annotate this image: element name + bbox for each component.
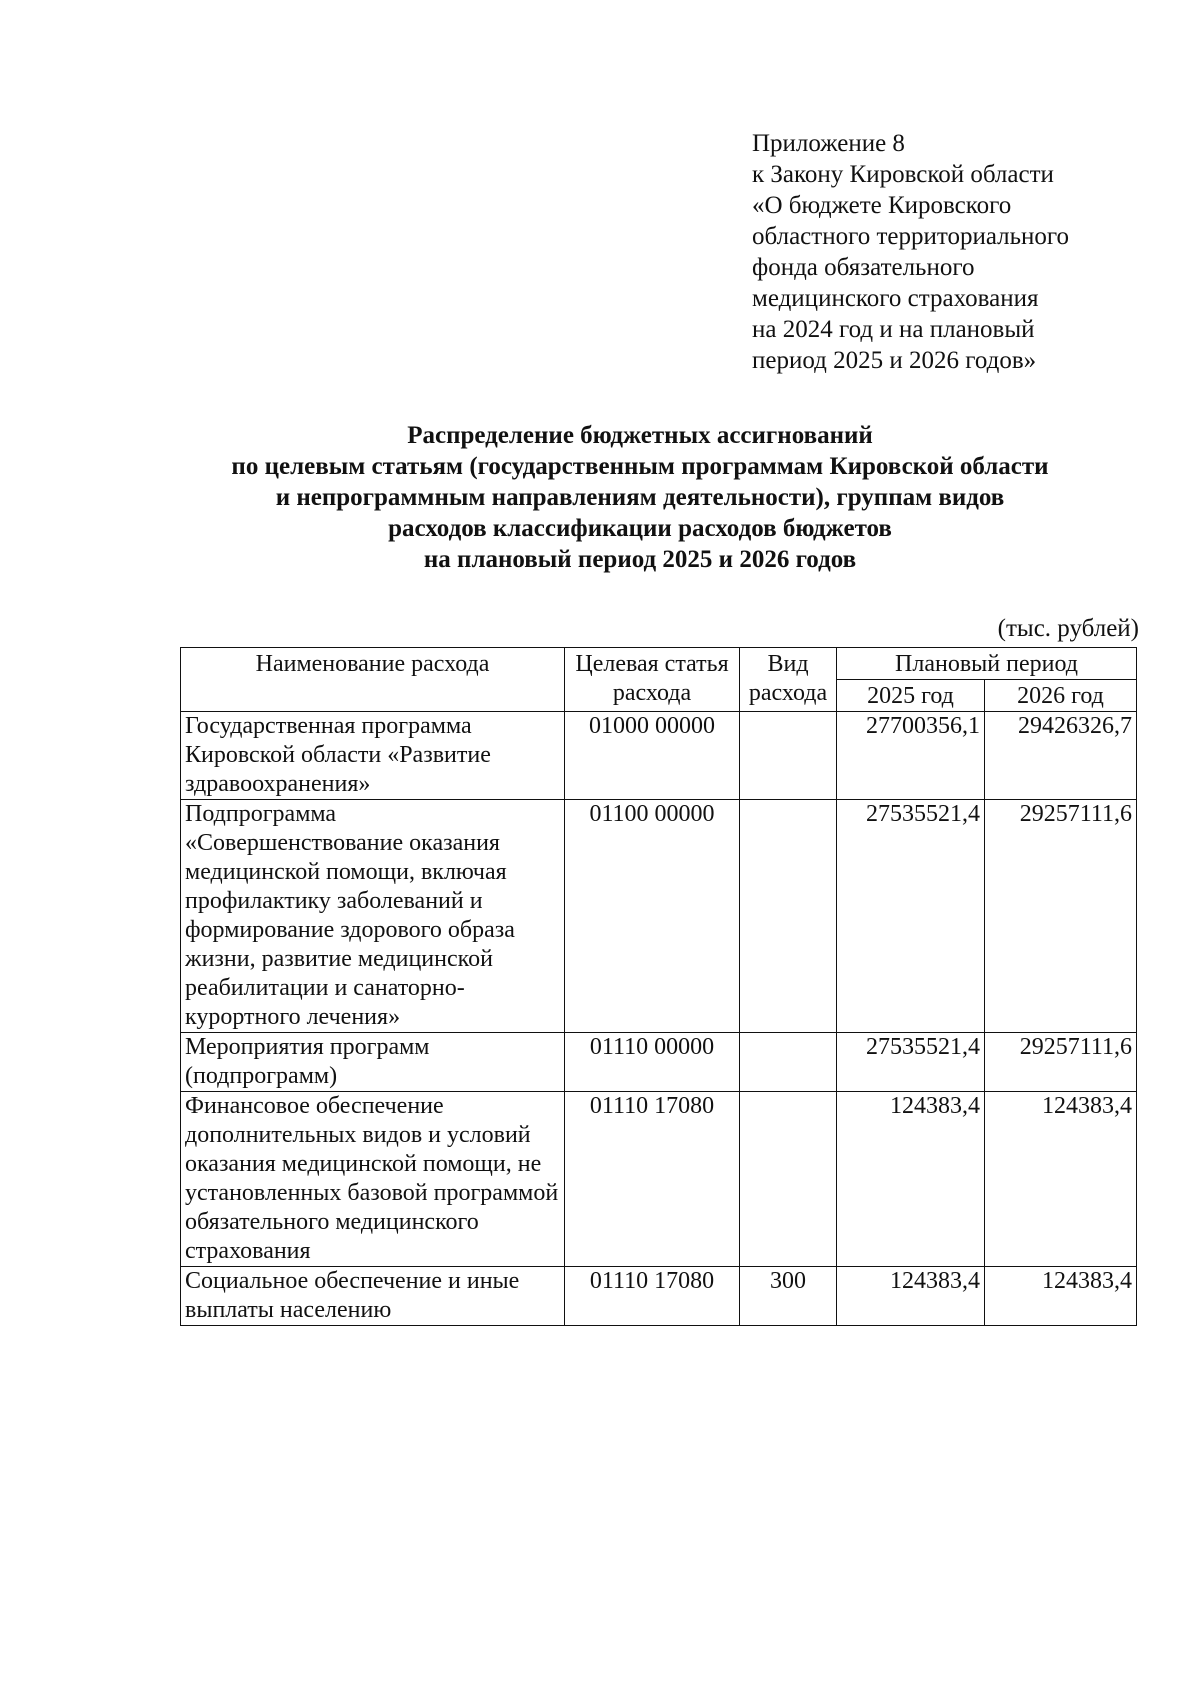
title-line: на плановый период 2025 и 2026 годов [423, 546, 857, 573]
header-period: Плановый период [837, 648, 1137, 680]
row-2025: 27700356,1 [837, 712, 985, 800]
document-title [140, 420, 1140, 575]
appendix-line: на 2024 год и на плановый [752, 316, 1035, 343]
header-row [181, 648, 1137, 680]
table-row [181, 1092, 1137, 1267]
row-code: 01110 17080 [565, 1267, 740, 1326]
title-line: расходов классификации расходов бюджетов [388, 515, 892, 542]
title-line: Распределение бюджетных ассигнований [407, 422, 873, 449]
row-name: Мероприятия программ (подпрограмм) [181, 1033, 565, 1092]
appendix-line: медицинского страхования [752, 285, 1039, 312]
row-kind [740, 712, 837, 800]
row-kind [740, 1092, 837, 1267]
appendix-line: областного территориального [752, 223, 1070, 250]
row-2026: 29426326,7 [985, 712, 1137, 800]
header-kind: Вид расхода [740, 648, 837, 712]
row-name: Социальное обеспечение и иные выплаты населению [181, 1267, 565, 1326]
table-row [181, 800, 1137, 1033]
row-kind [740, 1033, 837, 1092]
row-name: Подпрограмма «Совершенствование оказания медицинской помощи, включая профилактику заболеваний и формирование здорового образа жизни, развитие медицинской реабилитации и санаторно-курортного лечения» [181, 800, 565, 1033]
table-row [181, 1033, 1137, 1092]
row-2026: 124383,4 [985, 1092, 1137, 1267]
row-2025: 27535521,4 [837, 1033, 985, 1092]
row-code: 01110 00000 [565, 1033, 740, 1092]
header-code: Целевая статья расхода [565, 648, 740, 712]
budget-table [180, 647, 1137, 1326]
row-2026: 124383,4 [985, 1267, 1137, 1326]
row-2025: 27535521,4 [837, 800, 985, 1033]
header-year-2025: 2025 год [837, 680, 985, 712]
header-name: Наименование расхода [181, 648, 565, 712]
units-label: (тыс. рублей) [997, 615, 1139, 642]
row-code: 01110 17080 [565, 1092, 740, 1267]
row-code: 01000 00000 [565, 712, 740, 800]
row-2025: 124383,4 [837, 1092, 985, 1267]
appendix-line: Приложение 8 [752, 130, 905, 157]
row-name: Государственная программа Кировской области «Развитие здравоохранения» [181, 712, 565, 800]
appendix-line: «О бюджете Кировского [752, 192, 1012, 219]
row-kind [740, 800, 837, 1033]
row-name: Финансовое обеспечение дополнительных видов и условий оказания медицинской помощи, не установленных базовой программой обязательного медицинского страхования [181, 1092, 565, 1267]
row-2026: 29257111,6 [985, 800, 1137, 1033]
row-kind: 300 [740, 1267, 837, 1326]
row-code: 01100 00000 [565, 800, 740, 1033]
row-2025: 124383,4 [837, 1267, 985, 1326]
appendix-line: фонда обязательного [752, 254, 975, 281]
title-line: по целевым статьям (государственным программам Кировской области [231, 453, 1049, 480]
table-row [181, 712, 1137, 800]
appendix-line: к Закону Кировской области [752, 161, 1054, 188]
row-2026: 29257111,6 [985, 1033, 1137, 1092]
table-row [181, 1267, 1137, 1326]
title-line: и непрограммным направлениям деятельности), группам видов [275, 484, 1005, 511]
appendix-line: период 2025 и 2026 годов» [752, 347, 1037, 374]
header-year-2026: 2026 год [985, 680, 1137, 712]
appendix-header [752, 128, 1172, 376]
